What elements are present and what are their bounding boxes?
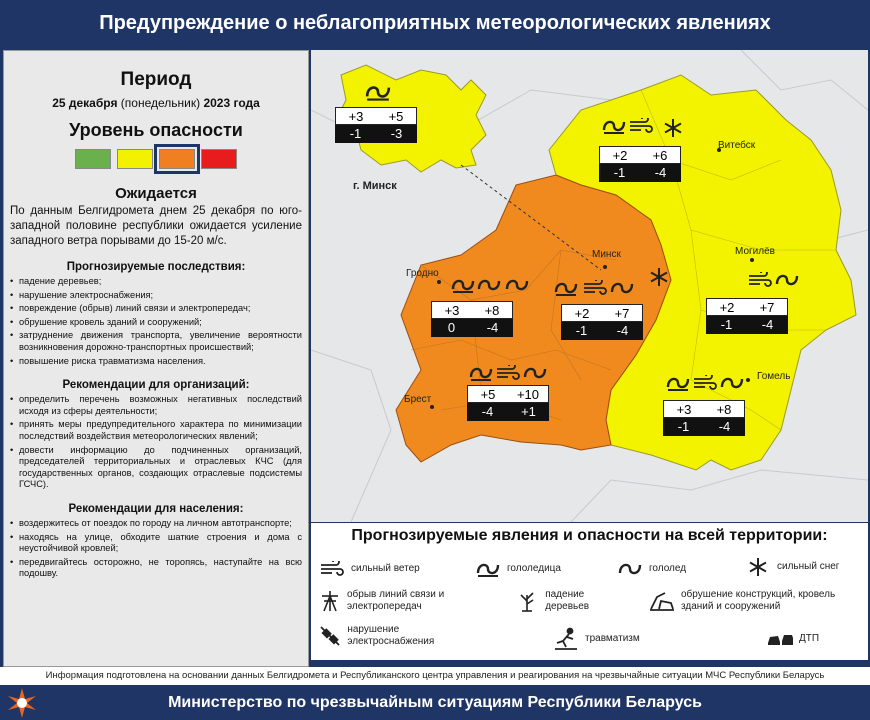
list-item: • определить перечень возможных негативных последствий исходя из сферы деятельности; xyxy=(10,394,302,417)
temp-box-minsk-city: +3 +5 -1 -3 xyxy=(335,107,417,143)
city-label-brest: Брест xyxy=(404,394,432,405)
glaze-icon xyxy=(475,557,501,581)
danger-level-scale xyxy=(10,149,302,169)
temp-box-brest: +5 +10 -4 +1 xyxy=(467,385,549,421)
legend-item-wind: сильный ветер xyxy=(319,557,420,581)
temp-box-mogilev: +2 +7 -1 -4 xyxy=(706,298,788,334)
expected-title: Ожидается xyxy=(115,185,197,202)
legend-item-snow: сильный снег xyxy=(745,555,839,579)
snowflake-icon xyxy=(745,555,771,579)
temp-box-grodno: +3 +8 0 -4 xyxy=(431,301,513,337)
legend-item-injury: травматизм xyxy=(553,627,640,651)
legend-item-ice: гололед xyxy=(617,557,686,581)
consequences-list xyxy=(10,276,302,367)
city-label-minsk: Минск xyxy=(592,249,621,260)
consequences-title: Прогнозируемые последствия: xyxy=(66,261,246,273)
city-label-vitebsk: Витебск xyxy=(718,140,756,151)
danger-level-red xyxy=(201,149,237,169)
legend-item-glaze: гололедица xyxy=(475,557,561,581)
period-date: 25 декабря (понедельник) 2023 года xyxy=(52,96,260,110)
page-header: Предупреждение о неблагоприятных метеорологических явлениях xyxy=(0,0,870,47)
pop-recs-title: Рекомендации для населения: xyxy=(68,502,244,515)
legend-item-power: нарушение электроснабжения xyxy=(319,624,469,648)
city-label-minsk-city: г. Минск xyxy=(353,180,397,192)
org-recs-list xyxy=(10,394,302,491)
legend-item-dtp: ДТП xyxy=(767,627,819,651)
pop-recs-list xyxy=(10,518,302,580)
danger-level-orange xyxy=(159,149,195,169)
temp-box-vitebsk: +2 +6 -1 -4 xyxy=(599,146,681,182)
wind-icon xyxy=(319,557,345,581)
legend-item-collapse: обрушение конструкций, кровель зданий и сооружений xyxy=(649,589,859,613)
collapse-icon xyxy=(649,589,675,613)
temp-box-gomel: +3 +8 -1 -4 xyxy=(663,400,745,436)
ministry-footer: Министерство по чрезвычайным ситуациям Республики Беларусь xyxy=(0,685,870,720)
list-item: • передвигайтесь осторожно, не торопясь, наступайте на всю подошву. xyxy=(10,557,302,580)
list-item: • обрушение кровель зданий и сооружений; xyxy=(10,317,302,329)
legend-item-trees: падение деревьев xyxy=(515,589,625,613)
list-item: • довести информацию до подчиненных организаций, председателей территориальных и отраслевых КЧС (для государственных органов, создающих отраслевые подсистемы ГСЧС). xyxy=(10,445,302,491)
list-item: • падение деревьев; xyxy=(10,276,302,288)
list-item: • нарушение электроснабжения; xyxy=(10,290,302,302)
danger-level-yellow xyxy=(117,149,153,169)
warning-map xyxy=(311,50,868,522)
list-item: • затруднение движения транспорта, увеличение вероятности возникновения дорожно-транспортных происшествий; xyxy=(10,330,302,353)
info-panel xyxy=(3,50,309,667)
source-note: Информация подготовлена на основании данных Белгидромета и Республиканского центра управления и реагирования на чрезвычайные ситуации МЧС Республики Беларусь xyxy=(0,667,870,685)
legend-item-lines: обрыв линий связи и электропередач xyxy=(319,589,469,613)
fallen-tree-icon xyxy=(515,589,539,613)
ice-icon xyxy=(617,557,643,581)
legend-title: Прогнозируемые явления и опасности на всей территории: xyxy=(351,527,828,544)
city-label-grodno: Гродно xyxy=(406,268,439,279)
city-label-gomel: Гомель xyxy=(757,371,791,382)
org-recs-title: Рекомендации для организаций: xyxy=(62,379,250,392)
car-crash-icon xyxy=(767,627,793,651)
legend-panel xyxy=(311,523,868,660)
expected-text: По данным Белгидромета днем 25 декабря по юго-западной половине республики ожидается усиление западного ветра порывами до 15-20 м/с. xyxy=(10,205,302,247)
injury-icon xyxy=(553,627,579,651)
temp-box-minsk: +2 +7 -1 -4 xyxy=(561,304,643,340)
list-item: • повреждение (обрыв) линий связи и электропередач; xyxy=(10,303,302,315)
list-item: • воздержитесь от поездок по городу на личном автотранспорте; xyxy=(10,518,302,530)
period-title: Период xyxy=(120,69,192,90)
list-item: • повышение риска травматизма населения. xyxy=(10,356,302,368)
list-item: • принять меры предупредительного характера по минимизации последствий воздействия метеорологических явлений; xyxy=(10,419,302,442)
mchs-emblem-icon xyxy=(6,687,38,719)
power-line-icon xyxy=(319,589,341,613)
list-item: • находясь на улице, обходите шаткие строения и дома с неустойчивой кровлей; xyxy=(10,532,302,555)
danger-level-green xyxy=(75,149,111,169)
plug-icon xyxy=(319,624,341,648)
city-label-mogilev: Могилёв xyxy=(735,246,775,257)
danger-level-title: Уровень опасности xyxy=(69,120,243,140)
